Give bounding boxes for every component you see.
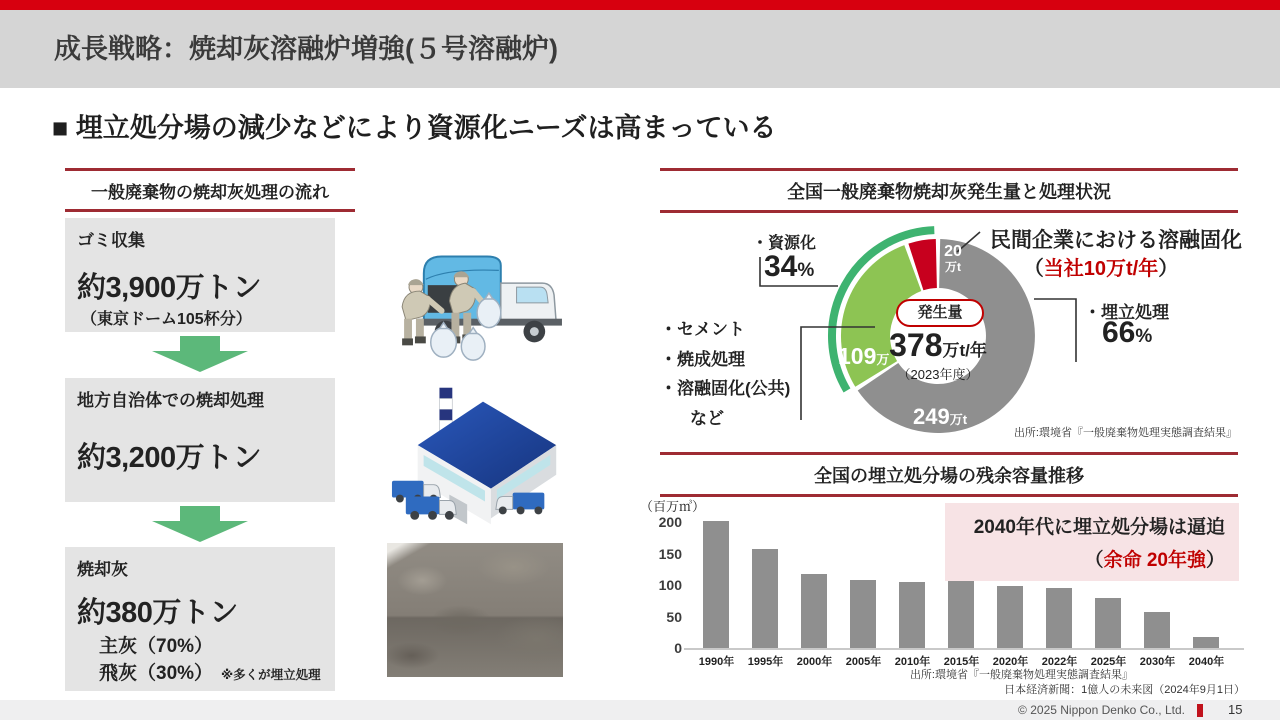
donut-center-pill: 発生量 bbox=[896, 299, 984, 327]
list-item: ・焼成処理 bbox=[660, 349, 745, 369]
bar-2005年 bbox=[850, 580, 876, 648]
list-item: ・溶融固化(公共) bbox=[660, 379, 791, 398]
x-tick-label: 2040年 bbox=[1188, 656, 1225, 668]
x-tick-label: 2010年 bbox=[894, 656, 931, 668]
segment-label-recycled: 109万 bbox=[838, 343, 890, 369]
segment-label-landfill: 249万t bbox=[912, 404, 968, 429]
private-melting-label: 民間企業における溶融固化 bbox=[990, 229, 1242, 252]
garbage-truck-illustration bbox=[385, 222, 585, 370]
bar-2025年 bbox=[1095, 598, 1121, 648]
y-tick-label: 100 bbox=[658, 577, 682, 594]
flow-step-ash bbox=[65, 547, 335, 691]
segment-label-private: 20 万t bbox=[944, 243, 962, 274]
landfill-label: ・埋立処理 bbox=[1084, 303, 1169, 322]
callout-line: （余命 20年強） bbox=[1084, 550, 1225, 571]
x-tick-label: 2020年 bbox=[992, 656, 1029, 668]
bar-2015年 bbox=[948, 581, 974, 648]
callout-line: 2040年代に埋立処分場は逼迫 bbox=[973, 517, 1225, 538]
x-tick-label: 2000年 bbox=[796, 656, 833, 668]
x-tick-label: 1990年 bbox=[698, 656, 735, 668]
bar-section-title: 全国の埋立処分場の残余容量推移 bbox=[660, 452, 1238, 497]
donut-center-year: （2023年度） bbox=[897, 367, 979, 382]
page-number: 15 bbox=[1228, 702, 1243, 717]
slide-title: 成長戦略：焼却灰溶融炉増強(５号溶融炉) bbox=[54, 34, 558, 64]
y-tick-label: 0 bbox=[674, 640, 682, 656]
flow-step-detail: 飛灰（30%） ※多くが埋立処理 bbox=[99, 663, 321, 684]
bar-source-note: 日本経済新聞：1億人の未来図（2024年9月1日） bbox=[1004, 684, 1245, 696]
bar-source-note: 出所:環境省『一般廃棄物処理実態調査結果』 bbox=[909, 669, 1133, 681]
x-axis-line bbox=[684, 648, 1244, 650]
x-tick-label: 1995年 bbox=[747, 656, 784, 668]
y-tick-label: 150 bbox=[658, 545, 682, 562]
x-tick-label: 2005年 bbox=[845, 656, 882, 668]
down-arrow-icon bbox=[152, 506, 248, 542]
y-tick-label: 50 bbox=[666, 608, 682, 625]
x-tick-label: 2022年 bbox=[1041, 656, 1078, 668]
y-tick-label: 200 bbox=[658, 514, 682, 531]
recycle-percentage: 34% bbox=[764, 250, 815, 283]
flow-step-value: 約380万トン bbox=[77, 597, 238, 629]
recycle-methods-list bbox=[660, 315, 790, 433]
x-tick-label: 2030年 bbox=[1139, 656, 1176, 668]
slide-heading: ■ 埋立処分場の減少などにより資源化ニーズは高まっている bbox=[52, 113, 777, 143]
bar-2010年 bbox=[899, 582, 925, 648]
x-tick-label: 2015年 bbox=[943, 656, 980, 668]
flow-step-incineration bbox=[65, 378, 335, 502]
bar-1990年 bbox=[703, 521, 729, 648]
bar-2030年 bbox=[1144, 612, 1170, 649]
private-melting-capacity: （当社10万t/年） bbox=[1023, 258, 1179, 280]
bar-2022年 bbox=[1046, 588, 1072, 648]
small-truck bbox=[406, 497, 456, 520]
flow-step-label: ゴミ収集 bbox=[77, 231, 145, 250]
flow-step-note: （東京ドーム105杯分） bbox=[81, 311, 252, 328]
flow-step-value: 約3,900万トン bbox=[77, 272, 262, 304]
flow-step-label: 焼却灰 bbox=[77, 560, 128, 579]
top-accent-bar bbox=[0, 0, 1280, 10]
donut-center-value: 378万t/年 bbox=[889, 327, 987, 363]
incineration-plant-illustration bbox=[388, 374, 576, 536]
down-arrow-icon bbox=[152, 336, 248, 372]
list-item: ・セメント bbox=[660, 320, 745, 339]
incineration-ash-photo bbox=[387, 543, 563, 677]
y-axis-label: （百万㎥） bbox=[640, 499, 706, 514]
bar-2040年 bbox=[1193, 637, 1219, 648]
copyright-text: © 2025 Nippon Denko Co., Ltd. bbox=[1018, 703, 1185, 717]
recycle-label: ・資源化 bbox=[752, 235, 817, 252]
flow-step-value: 約3,200万トン bbox=[77, 442, 262, 474]
donut-section-title: 全国一般廃棄物焼却灰発生量と処理状況 bbox=[660, 168, 1238, 213]
list-item: など bbox=[690, 408, 724, 428]
flow-section-title: 一般廃棄物の焼却灰処理の流れ bbox=[65, 168, 355, 212]
y-axis-ticks bbox=[642, 514, 682, 656]
flow-step-collection bbox=[65, 218, 335, 332]
landfill-percentage: 66% bbox=[1102, 316, 1153, 349]
bar-1995年 bbox=[752, 549, 778, 648]
flow-step-label: 地方自治体での焼却処理 bbox=[77, 391, 264, 410]
footer-accent-bar bbox=[1197, 704, 1203, 717]
bar-2020年 bbox=[997, 586, 1023, 648]
flow-step-mini-note: ※多くが埋立処理 bbox=[221, 668, 321, 682]
landfill-warning-callout bbox=[945, 503, 1239, 581]
donut-source-note: 出所:環境省『一般廃棄物処理実態調査結果』 bbox=[1013, 427, 1237, 439]
x-tick-label: 2025年 bbox=[1090, 656, 1127, 668]
bar-2000年 bbox=[801, 574, 827, 648]
flow-step-detail: 主灰（70%） bbox=[99, 636, 214, 657]
